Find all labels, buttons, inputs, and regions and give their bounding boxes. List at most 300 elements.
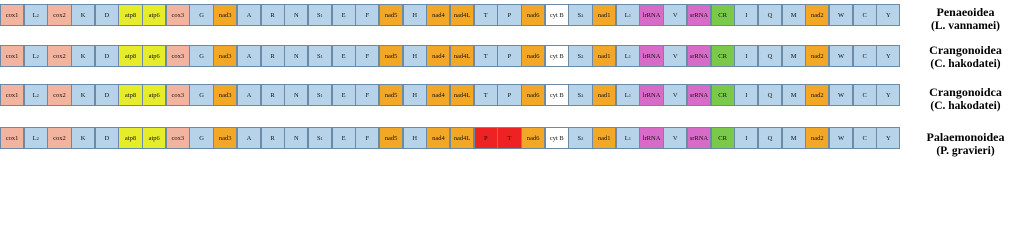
gene-i <box>734 127 758 149</box>
row-label-crangonoidca <box>913 85 1018 113</box>
gene-nad4 <box>426 4 450 26</box>
gene-p <box>474 127 498 149</box>
gene-nad5 <box>379 4 403 26</box>
gene-label: N <box>293 91 299 99</box>
gene-label: W <box>837 134 845 142</box>
gene-y <box>876 84 900 106</box>
gene-label: nad5 <box>384 11 398 19</box>
gene-label: cyt B <box>549 52 564 60</box>
gene-label: L <box>624 11 629 19</box>
gene-label: Y <box>886 91 891 99</box>
gene-p <box>497 84 521 106</box>
gene-h <box>403 127 427 149</box>
gene-nad6 <box>521 127 545 149</box>
gene-subscript: 1 <box>628 92 631 98</box>
gene-label: S <box>317 134 321 142</box>
gene-i <box>734 84 758 106</box>
gene-label: P <box>507 52 512 60</box>
gene-cox2 <box>47 4 71 26</box>
gene-srrna <box>687 84 711 106</box>
gene-track-crangonoidea <box>0 45 900 67</box>
gene-s1 <box>308 84 332 106</box>
superfamily-name: Crangonoidca <box>929 85 1002 99</box>
gene-label: nad2 <box>811 91 824 99</box>
gene-subscript: 2 <box>36 53 39 59</box>
gene-e <box>332 84 356 106</box>
gene-label: nad1 <box>597 52 611 60</box>
gene-subscript: 1 <box>628 135 631 141</box>
gene-label: srRNA <box>689 91 709 99</box>
gene-label: cox1 <box>5 91 19 99</box>
gene-atp8 <box>118 45 142 67</box>
gene-s2 <box>568 127 592 149</box>
gene-c <box>853 45 877 67</box>
gene-l1 <box>616 4 640 26</box>
gene-s2 <box>568 45 592 67</box>
gene-label: atp6 <box>148 134 160 142</box>
gene-label: E <box>341 91 346 99</box>
gene-track-penaeoidea <box>0 4 900 26</box>
gene-label: cyt B <box>549 91 564 99</box>
row-label-palaemonoidea <box>913 130 1018 158</box>
gene-s2 <box>568 4 592 26</box>
gene-label: L <box>624 52 629 60</box>
gene-cyt-b <box>545 45 569 67</box>
gene-label: H <box>412 134 418 142</box>
superfamily-name: Palaemonoidea <box>926 130 1005 144</box>
species-name: (P. gravieri) <box>936 145 995 157</box>
gene-lrrna <box>639 45 663 67</box>
gene-g <box>189 84 213 106</box>
gene-label: R <box>270 134 275 142</box>
gene-nad5 <box>379 84 403 106</box>
gene-label: M <box>790 52 797 60</box>
gene-t <box>474 45 498 67</box>
gene-atp6 <box>142 127 166 149</box>
gene-srrna <box>687 127 711 149</box>
gene-label: E <box>341 134 346 142</box>
gene-nad4 <box>426 127 450 149</box>
gene-nad4 <box>426 84 450 106</box>
gene-label: cox1 <box>5 52 19 60</box>
gene-srrna <box>687 45 711 67</box>
gene-label: L <box>32 134 37 142</box>
gene-label: R <box>270 11 275 19</box>
gene-label: L <box>32 91 37 99</box>
gene-label: I <box>745 91 748 99</box>
gene-label: F <box>365 91 370 99</box>
gene-label: nad4L <box>453 11 471 19</box>
gene-label: D <box>104 52 110 60</box>
species-name: (C. hakodatei) <box>930 100 1001 112</box>
gene-lrrna <box>639 84 663 106</box>
gene-label: S <box>577 11 582 19</box>
gene-label: P <box>507 11 512 19</box>
gene-d <box>95 127 119 149</box>
gene-atp6 <box>142 84 166 106</box>
gene-label: A <box>246 52 252 60</box>
gene-label: lrRNA <box>642 91 661 99</box>
gene-label: L <box>624 134 629 142</box>
gene-nad5 <box>379 45 403 67</box>
gene-label: nad4L <box>453 134 471 142</box>
row-label-penaeoidea <box>913 5 1018 33</box>
gene-n <box>284 45 308 67</box>
gene-label: nad2 <box>811 134 824 142</box>
gene-subscript: 1 <box>320 12 323 18</box>
gene-nad2 <box>805 127 829 149</box>
gene-subscript: 2 <box>581 92 584 98</box>
gene-label: lrRNA <box>642 11 661 19</box>
gene-label: nad4 <box>432 134 445 142</box>
gene-label: V <box>672 11 678 19</box>
gene-m <box>782 4 806 26</box>
gene-label: L <box>32 52 37 60</box>
gene-label: S <box>577 52 582 60</box>
gene-nad6 <box>521 45 545 67</box>
gene-e <box>332 4 356 26</box>
gene-label: K <box>80 134 86 142</box>
gene-nad4l <box>450 4 474 26</box>
gene-label: H <box>412 11 418 19</box>
gene-label: G <box>199 91 204 99</box>
gene-label: K <box>80 91 86 99</box>
gene-label: I <box>745 11 748 19</box>
gene-d <box>95 84 119 106</box>
gene-nad1 <box>592 4 616 26</box>
gene-l2 <box>24 127 48 149</box>
gene-cox3 <box>166 84 190 106</box>
gene-nad5 <box>379 127 403 149</box>
gene-t <box>474 4 498 26</box>
gene-label: K <box>80 11 86 19</box>
gene-label: K <box>80 52 86 60</box>
gene-label: A <box>246 11 252 19</box>
gene-label: nad5 <box>384 134 398 142</box>
gene-label: nad6 <box>526 11 540 19</box>
gene-s2 <box>568 84 592 106</box>
gene-w <box>829 84 853 106</box>
gene-r <box>261 45 285 67</box>
gene-g <box>189 4 213 26</box>
gene-nad4 <box>426 45 450 67</box>
gene-label: D <box>104 91 110 99</box>
gene-label: nad3 <box>218 91 232 99</box>
gene-label: S <box>317 11 321 19</box>
gene-subscript: 1 <box>320 135 323 141</box>
species-name: (C. hakodatei) <box>930 58 1001 70</box>
gene-lrrna <box>639 4 663 26</box>
superfamily-name: Penaeoidea <box>936 5 995 19</box>
gene-nad4l <box>450 84 474 106</box>
superfamily-name: Crangonoidea <box>929 43 1002 57</box>
gene-a <box>237 4 261 26</box>
gene-nad6 <box>521 4 545 26</box>
gene-k <box>71 4 95 26</box>
gene-subscript: 2 <box>581 53 584 59</box>
gene-label: cyt B <box>549 11 564 19</box>
gene-q <box>758 84 782 106</box>
gene-label: M <box>790 11 797 19</box>
gene-subscript: 2 <box>36 135 39 141</box>
gene-cr <box>711 4 735 26</box>
gene-i <box>734 4 758 26</box>
gene-q <box>758 4 782 26</box>
gene-nad1 <box>592 84 616 106</box>
gene-label: P <box>483 134 488 142</box>
gene-a <box>237 127 261 149</box>
gene-label: Q <box>767 52 773 60</box>
gene-label: nad4L <box>453 52 471 60</box>
gene-label: L <box>32 11 37 19</box>
gene-nad1 <box>592 45 616 67</box>
gene-k <box>71 127 95 149</box>
gene-label: cox1 <box>5 134 19 142</box>
gene-y <box>876 127 900 149</box>
gene-label: E <box>341 11 346 19</box>
gene-label: Y <box>886 134 891 142</box>
gene-atp8 <box>118 84 142 106</box>
gene-label: nad6 <box>526 134 540 142</box>
gene-v <box>663 127 687 149</box>
gene-subscript: 1 <box>628 53 631 59</box>
gene-label: cox3 <box>171 11 185 19</box>
gene-y <box>876 45 900 67</box>
gene-cr <box>711 127 735 149</box>
gene-subscript: 2 <box>36 12 39 18</box>
gene-label: CR <box>718 134 727 142</box>
gene-label: Q <box>767 11 773 19</box>
gene-label: nad4L <box>453 91 471 99</box>
gene-subscript: 1 <box>320 92 323 98</box>
gene-cox1 <box>0 4 24 26</box>
gene-nad4l <box>450 127 474 149</box>
gene-subscript: 2 <box>36 92 39 98</box>
gene-cox2 <box>47 45 71 67</box>
gene-nad4l <box>450 45 474 67</box>
gene-w <box>829 45 853 67</box>
gene-label: CR <box>718 91 727 99</box>
gene-label: I <box>745 52 748 60</box>
gene-label: A <box>246 134 252 142</box>
gene-label: Y <box>886 52 891 60</box>
gene-p <box>497 45 521 67</box>
gene-label: M <box>790 91 797 99</box>
gene-label: cox2 <box>53 52 66 60</box>
gene-label: V <box>672 134 678 142</box>
gene-label: D <box>104 134 110 142</box>
gene-track-palaemonoidea <box>0 127 900 149</box>
gene-e <box>332 45 356 67</box>
gene-g <box>189 45 213 67</box>
gene-f <box>355 127 379 149</box>
gene-label: C <box>862 52 867 60</box>
gene-label: atp6 <box>148 11 160 19</box>
gene-c <box>853 84 877 106</box>
gene-l2 <box>24 84 48 106</box>
gene-label: V <box>672 91 678 99</box>
gene-label: N <box>293 134 299 142</box>
gene-atp8 <box>118 4 142 26</box>
gene-label: srRNA <box>689 52 709 60</box>
gene-cox2 <box>47 84 71 106</box>
gene-cox3 <box>166 4 190 26</box>
gene-cox3 <box>166 127 190 149</box>
gene-r <box>261 4 285 26</box>
gene-label: nad1 <box>597 91 611 99</box>
gene-label: cox2 <box>53 134 66 142</box>
gene-l1 <box>616 45 640 67</box>
gene-label: lrRNA <box>642 134 661 142</box>
gene-label: N <box>293 11 299 19</box>
gene-n <box>284 127 308 149</box>
gene-subscript: 2 <box>581 12 584 18</box>
gene-atp8 <box>118 127 142 149</box>
gene-label: S <box>317 91 321 99</box>
gene-label: S <box>577 134 582 142</box>
gene-label: H <box>412 91 418 99</box>
gene-label: lrRNA <box>642 52 661 60</box>
gene-d <box>95 4 119 26</box>
gene-label: L <box>624 91 629 99</box>
gene-k <box>71 45 95 67</box>
gene-t <box>474 84 498 106</box>
gene-label: T <box>483 91 488 99</box>
gene-label: W <box>837 91 845 99</box>
gene-label: V <box>672 52 678 60</box>
gene-label: atp8 <box>124 11 137 19</box>
gene-q <box>758 127 782 149</box>
gene-label: cox3 <box>171 52 185 60</box>
gene-h <box>403 84 427 106</box>
gene-lrrna <box>639 127 663 149</box>
gene-label: nad4 <box>432 11 445 19</box>
gene-s1 <box>308 4 332 26</box>
gene-label: nad2 <box>811 11 824 19</box>
gene-label: nad1 <box>597 11 611 19</box>
gene-v <box>663 4 687 26</box>
gene-nad6 <box>521 84 545 106</box>
gene-track-crangonoidca <box>0 84 900 106</box>
gene-q <box>758 45 782 67</box>
gene-l1 <box>616 84 640 106</box>
gene-label: D <box>104 11 110 19</box>
gene-g <box>189 127 213 149</box>
gene-label: E <box>341 52 346 60</box>
gene-h <box>403 45 427 67</box>
gene-label: S <box>317 52 321 60</box>
gene-s1 <box>308 127 332 149</box>
gene-cr <box>711 45 735 67</box>
gene-label: nad2 <box>811 52 824 60</box>
gene-label: atp8 <box>124 134 137 142</box>
gene-label: cox2 <box>53 91 66 99</box>
gene-y <box>876 4 900 26</box>
gene-l2 <box>24 45 48 67</box>
gene-nad1 <box>592 127 616 149</box>
gene-cyt-b <box>545 84 569 106</box>
gene-label: T <box>483 52 488 60</box>
gene-label: nad1 <box>597 134 611 142</box>
gene-label: W <box>837 11 845 19</box>
gene-p <box>497 4 521 26</box>
gene-cyt-b <box>545 4 569 26</box>
row-label-crangonoidea <box>913 43 1018 71</box>
gene-label: S <box>577 91 582 99</box>
gene-nad2 <box>805 84 829 106</box>
gene-label: atp8 <box>124 91 137 99</box>
gene-a <box>237 84 261 106</box>
gene-label: atp6 <box>148 52 160 60</box>
gene-label: Q <box>767 91 773 99</box>
gene-label: Q <box>767 134 773 142</box>
gene-srrna <box>687 4 711 26</box>
gene-cyt-b <box>545 127 569 149</box>
gene-label: atp6 <box>148 91 160 99</box>
gene-k <box>71 84 95 106</box>
gene-label: T <box>507 134 512 142</box>
gene-label: srRNA <box>689 134 709 142</box>
gene-label: T <box>483 11 488 19</box>
gene-label: cyt B <box>549 134 564 142</box>
gene-atp6 <box>142 4 166 26</box>
gene-label: cox2 <box>53 11 66 19</box>
gene-i <box>734 45 758 67</box>
gene-label: nad5 <box>384 52 398 60</box>
gene-w <box>829 4 853 26</box>
gene-label: cox1 <box>5 11 19 19</box>
gene-m <box>782 127 806 149</box>
gene-s1 <box>308 45 332 67</box>
gene-label: R <box>270 91 275 99</box>
gene-label: N <box>293 52 299 60</box>
gene-v <box>663 84 687 106</box>
gene-nad2 <box>805 45 829 67</box>
gene-label: G <box>199 52 204 60</box>
gene-label: nad6 <box>526 52 540 60</box>
gene-label: R <box>270 52 275 60</box>
gene-cox2 <box>47 127 71 149</box>
gene-r <box>261 84 285 106</box>
gene-label: srRNA <box>689 11 709 19</box>
gene-nad3 <box>213 127 237 149</box>
gene-d <box>95 45 119 67</box>
gene-cox1 <box>0 127 24 149</box>
gene-c <box>853 127 877 149</box>
gene-label: C <box>862 134 867 142</box>
gene-label: G <box>199 134 204 142</box>
gene-label: nad3 <box>218 134 232 142</box>
gene-w <box>829 127 853 149</box>
gene-label: atp8 <box>124 52 137 60</box>
gene-f <box>355 4 379 26</box>
gene-label: nad3 <box>218 52 232 60</box>
gene-nad3 <box>213 45 237 67</box>
species-name: (L. vannamei) <box>931 20 1000 32</box>
gene-label: nad3 <box>218 11 232 19</box>
gene-label: C <box>862 11 867 19</box>
gene-c <box>853 4 877 26</box>
gene-label: A <box>246 91 252 99</box>
gene-label: nad6 <box>526 91 540 99</box>
gene-label: C <box>862 91 867 99</box>
gene-label: cox3 <box>171 91 185 99</box>
gene-l1 <box>616 127 640 149</box>
gene-subscript: 2 <box>581 135 584 141</box>
gene-cr <box>711 84 735 106</box>
gene-label: P <box>507 91 512 99</box>
gene-label: M <box>790 134 797 142</box>
